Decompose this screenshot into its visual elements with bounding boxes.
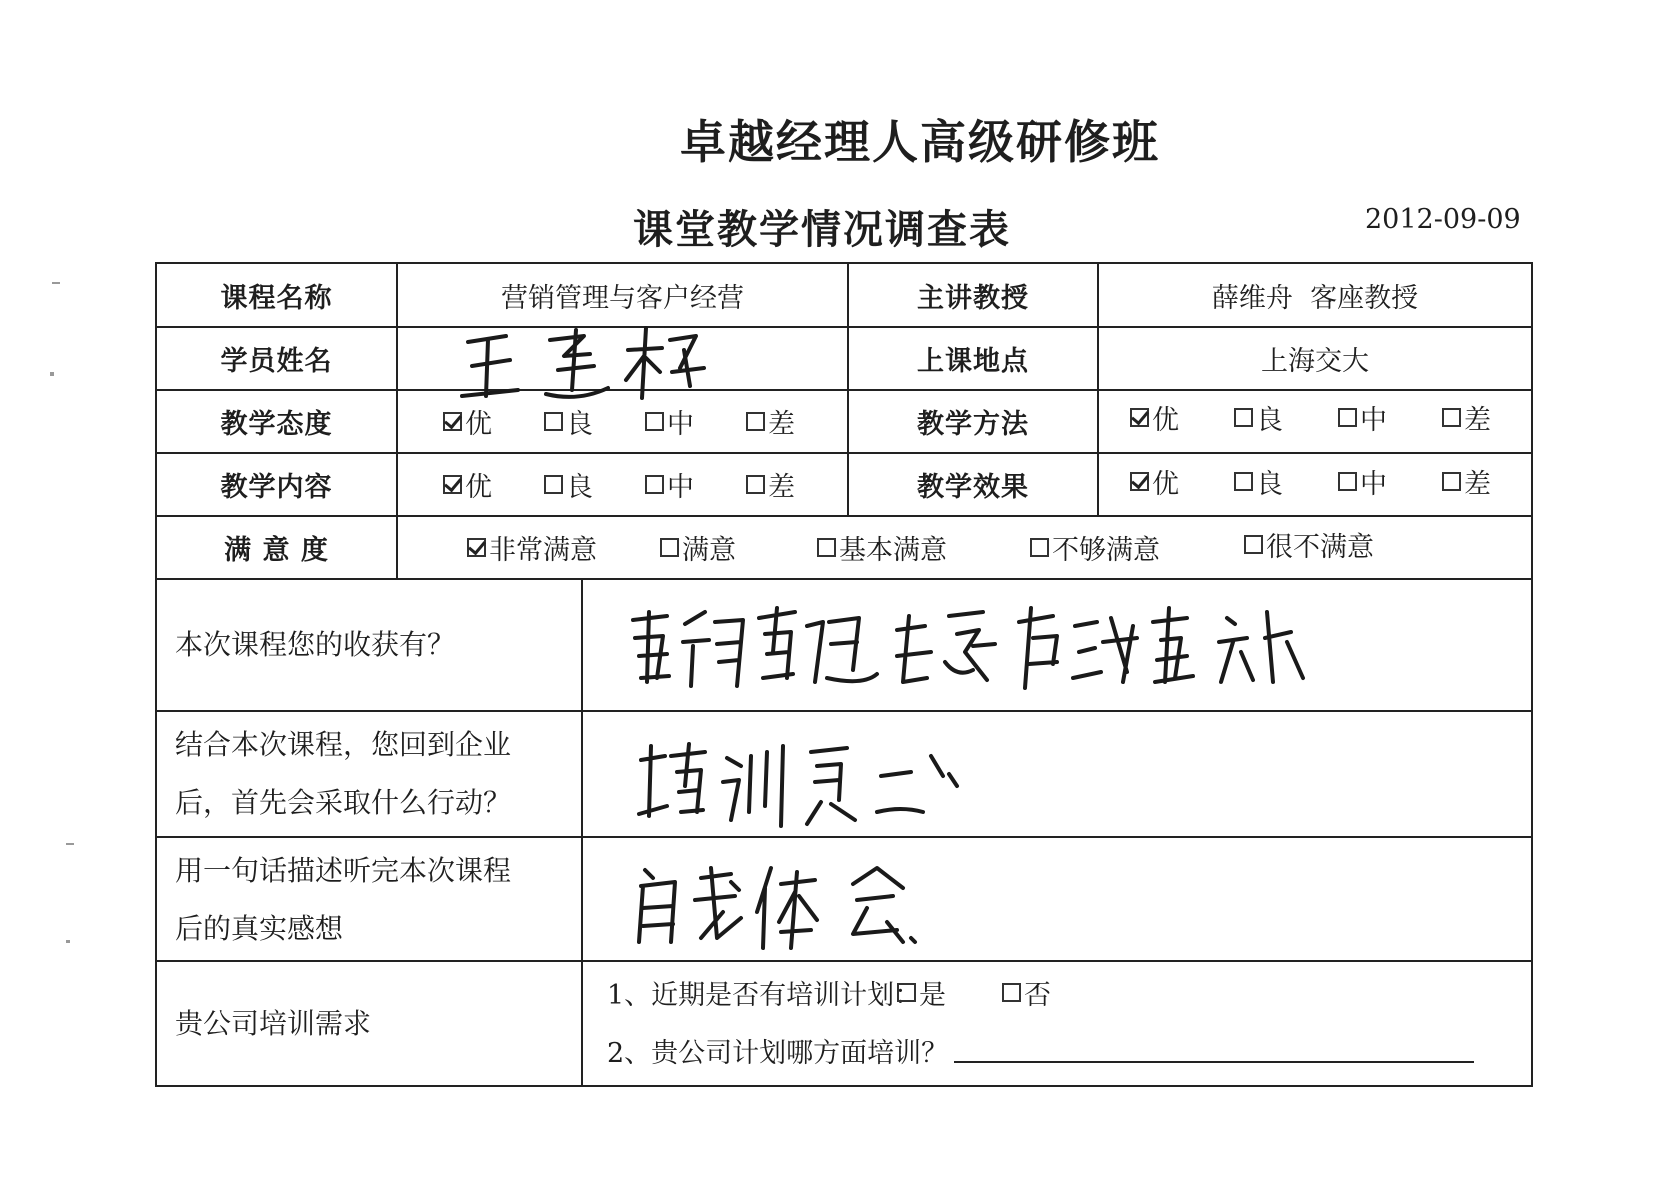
training-area-input[interactable]	[954, 1037, 1474, 1063]
satisfaction-option-very-dissatisfied[interactable]: 很不满意	[1244, 514, 1374, 575]
checkbox-icon	[1030, 538, 1049, 557]
checkbox-icon	[544, 412, 563, 431]
teaching-content-label: 教学内容	[220, 472, 333, 503]
feeling-question-label	[157, 838, 581, 960]
checkbox-icon	[1130, 472, 1149, 491]
training-plan-option-yes[interactable]: 是	[897, 966, 946, 1018]
teaching-attitude-label: 教学态度	[220, 409, 333, 440]
checkbox-icon	[1338, 472, 1357, 491]
effect-option-excellent[interactable]: 优	[1130, 451, 1179, 512]
form-title: 卓越经理人高级研修班	[680, 115, 1160, 169]
professor-value: 薛维舟 客座教授	[1211, 282, 1419, 314]
method-option-good[interactable]: 良	[1234, 387, 1283, 448]
training-plan-question: 1、近期是否有培训计划：	[607, 979, 922, 1011]
checkbox-icon	[544, 475, 563, 494]
course-name-label: 课程名称	[220, 282, 333, 314]
student-name-label: 学员姓名	[220, 346, 333, 377]
attitude-option-poor[interactable]: 差	[746, 391, 795, 452]
checkbox-icon	[746, 412, 765, 431]
gain-question-label: 本次课程您的收获有？	[175, 628, 456, 661]
action-question-line1: 结合本次课程，您回到企业	[175, 728, 512, 761]
method-option-poor[interactable]: 差	[1442, 387, 1491, 448]
attitude-option-excellent[interactable]: 优	[443, 391, 492, 452]
checkbox-icon	[1244, 535, 1263, 554]
feeling-answer-field[interactable]	[583, 838, 1531, 960]
checkbox-icon	[746, 475, 765, 494]
content-option-good[interactable]: 良	[544, 454, 593, 515]
checkbox-icon	[1002, 983, 1021, 1002]
effect-option-fair[interactable]: 中	[1338, 451, 1387, 512]
feeling-question-line1: 用一句话描述听完本次课程	[175, 854, 512, 887]
handwritten-feeling-answer	[631, 838, 991, 958]
form-subtitle: 课堂教学情况调查表	[633, 207, 1011, 253]
scan-speck	[50, 372, 54, 376]
effect-option-poor[interactable]: 差	[1442, 451, 1491, 512]
handwritten-action-answer	[631, 716, 991, 836]
checkbox-icon	[1442, 472, 1461, 491]
location-value: 上海交大	[1261, 346, 1369, 377]
checkbox-icon	[1234, 408, 1253, 427]
content-option-poor[interactable]: 差	[746, 454, 795, 515]
professor-label: 主讲教授	[917, 282, 1029, 314]
method-option-excellent[interactable]: 优	[1130, 387, 1179, 448]
method-option-fair[interactable]: 中	[1338, 387, 1387, 448]
feeling-question-line2: 后的真实感想	[175, 912, 344, 945]
checkbox-icon	[897, 983, 916, 1002]
training-area-question: 2、贵公司计划哪方面培训？	[607, 1024, 1474, 1076]
training-plan-option-no[interactable]: 否	[1002, 966, 1051, 1018]
checkbox-icon	[1130, 408, 1149, 427]
satisfaction-label: 满 意 度	[224, 535, 329, 566]
checkbox-icon	[467, 538, 486, 557]
training-needs-label: 贵公司培训需求	[175, 1006, 372, 1040]
survey-form	[155, 262, 1533, 1087]
checkbox-icon	[1442, 408, 1461, 427]
satisfaction-option-satisfied[interactable]: 满意	[660, 517, 736, 578]
checkbox-icon	[1234, 472, 1253, 491]
checkbox-icon	[443, 475, 462, 494]
attitude-option-fair[interactable]: 中	[645, 391, 694, 452]
satisfaction-option-not-satisfied-enough[interactable]: 不够满意	[1030, 517, 1160, 578]
gain-answer-field[interactable]	[583, 580, 1531, 710]
checkbox-icon	[660, 538, 679, 557]
satisfaction-option-very-satisfied[interactable]: 非常满意	[467, 517, 597, 578]
checkbox-icon	[443, 412, 462, 431]
action-answer-field[interactable]	[583, 712, 1531, 836]
student-name-field[interactable]	[398, 328, 847, 389]
satisfaction-option-basically-satisfied[interactable]: 基本满意	[817, 517, 947, 578]
scan-speck	[66, 843, 74, 845]
checkbox-icon	[817, 538, 836, 557]
action-question-label	[157, 712, 581, 836]
handwritten-gain-answer	[627, 582, 1347, 702]
content-option-fair[interactable]: 中	[645, 454, 694, 515]
form-date: 2012-09-09	[1365, 204, 1521, 235]
attitude-option-good[interactable]: 良	[544, 391, 593, 452]
teaching-effect-label: 教学效果	[917, 472, 1029, 503]
scan-speck	[52, 282, 60, 284]
content-option-excellent[interactable]: 优	[443, 454, 492, 515]
scan-speck	[66, 940, 70, 943]
checkbox-icon	[1338, 408, 1357, 427]
teaching-method-label: 教学方法	[917, 409, 1029, 440]
location-label: 上课地点	[917, 346, 1029, 377]
course-name-value: 营销管理与客户经营	[501, 282, 744, 314]
checkbox-icon	[645, 475, 664, 494]
effect-option-good[interactable]: 良	[1234, 451, 1283, 512]
checkbox-icon	[645, 412, 664, 431]
action-question-line2: 后，首先会采取什么行动？	[175, 786, 512, 819]
